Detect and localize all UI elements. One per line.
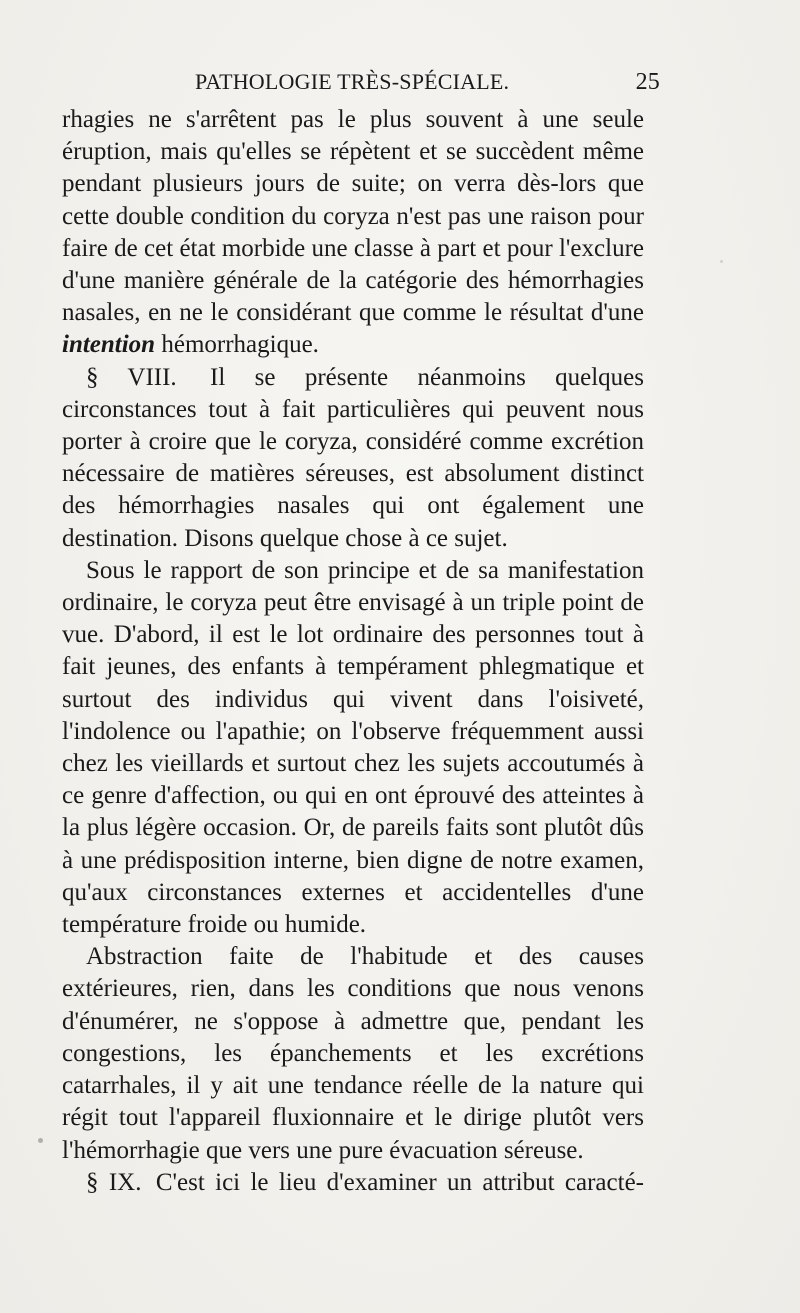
- paragraph-1-text: rhagies ne s'arrêtent pas le plus souvent à une seule éruption, mais qu'elles se répètent et se succèdent même pendant plusieurs jours de suite; on verra dès-lors que cette double condition du coryza n'est pas une raison pour faire de cet état morbide une classe à part et pour l'exclure d'une manière générale de la catégorie des hémorrhagies nasales, en ne le considérant que comme le résultat d'une: [62, 106, 644, 327]
- page-header: [195, 69, 660, 96]
- section-marker-viii: § VIII.: [86, 363, 177, 391]
- page-number: 25: [635, 69, 660, 95]
- paragraph-3-text: Sous le rapport de son principe et de sa manifestation ordinaire, le coryza peut être envisagé à un triple point de vue. D'abord, il est le lot ordinaire des personnes tout à fait jeunes, des enfants à tempérament phlegmatique et surtout des individus qui vivent dans l'oisiveté, l'indolence ou l'apathie; on l'observe fréquemment aussi chez les vieillards et surtout chez les sujets accoutumés à ce genre d'affection, ou qui en ont éprouvé des atteintes à la plus légère occasion. Or, de pareils faits sont plutôt dûs à une prédisposition interne, bien digne de notre examen, qu'aux circonstances externes et accidentelles d'une température froide ou humide.: [62, 556, 644, 939]
- running-title: PATHOLOGIE TRÈS-SPÉCIALE.: [195, 69, 510, 94]
- paper-speck: [720, 260, 723, 263]
- paragraph-4-text: Abstraction faite de l'habitude et des causes extérieures, rien, dans les conditions que nous venons d'énumérer, ne s'oppose à admettre que, pendant les congestions, les épanchements et les excrétions catarrhales, il y ait une tendance réelle de la nature qui régit tout l'appareil fluxionnaire et le dirige plutôt vers l'hémorrhagie que vers une pure évacuation séreuse.: [62, 943, 644, 1164]
- paragraph-1-end: hémorrhagique.: [155, 331, 319, 359]
- paragraph-4: [62, 941, 644, 1166]
- paragraph-1: [62, 104, 644, 362]
- paragraph-2-text: Il se présente néanmoins quelques circonstances tout à fait particulières qui peuvent nous porter à croire que le coryza, considéré comme excrétion nécessaire de matières séreuses, est absolument distinct des hémorrhagies nasales qui ont également une destination. Disons quelque chose à ce sujet.: [62, 363, 645, 552]
- paragraph-3: [62, 555, 644, 941]
- emphasis-intention: intention: [62, 331, 156, 359]
- body-text: [62, 104, 644, 1199]
- paragraph-5-text: C'est ici le lieu d'examiner un attribut caracté-: [155, 1168, 644, 1196]
- paper-speck: [38, 1138, 43, 1143]
- section-marker-ix: § IX.: [86, 1168, 142, 1196]
- paragraph-5: [62, 1167, 644, 1199]
- paragraph-2: [62, 362, 644, 555]
